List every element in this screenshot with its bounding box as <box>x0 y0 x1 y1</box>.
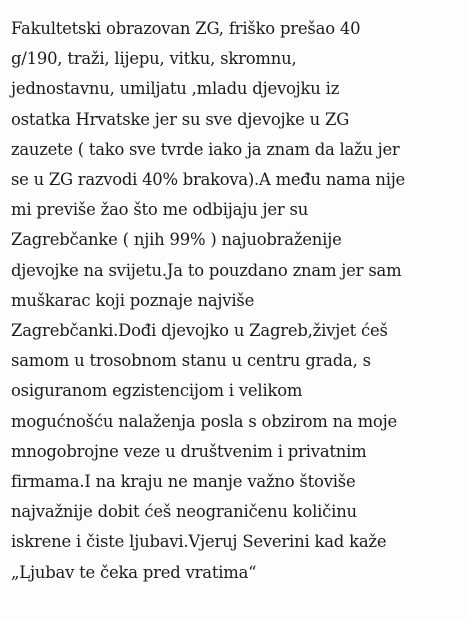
post-line: mogućnošću nalaženja posla s obzirom na moje <box>11 411 397 431</box>
post-line: zauzete ( tako sve tvrde iako ja znam da lažu jer <box>11 139 400 159</box>
post-line: Zagrebčanki.Dođi djevojko u Zagreb,živjet ćeš <box>11 321 388 341</box>
post-line: Zagrebčanke ( njih 99% ) najuobraženije <box>11 230 342 250</box>
post-line: ostatka Hrvatske jer su sve djevojke u ZG <box>11 109 350 129</box>
post-line: osiguranom egzistencijom i velikom <box>11 381 303 401</box>
post-line: Fakultetski obrazovan ZG, friško prešao 40 <box>11 19 361 38</box>
post-line: mnogobrojne veze u društvenim i privatnim <box>11 441 367 461</box>
post-line: iskrene i čiste ljubavi.Vjeruj Severini kad kaže <box>11 532 387 552</box>
post-line: muškarac koji poznaje najviše <box>11 290 255 310</box>
post-line: najvažnije dobit ćeš neograničenu količinu <box>11 502 357 522</box>
post-line: samom u trosobnom stanu u centru grada, s <box>11 351 371 371</box>
post-line: djevojke na svijetu.Ja to pouzdano znam jer sam <box>11 260 402 280</box>
post-line: g/190, traži, lijepu, vitku, skromnu, <box>11 49 297 69</box>
post-line: firmama.I na kraju ne manje važno štoviše <box>11 472 356 492</box>
post-line: „Ljubav te čeka pred vratima“ <box>11 562 257 582</box>
post-line: mi previše žao što me odbijaju jer su <box>11 200 309 220</box>
post-line: jednostavnu, umiljatu ,mladu djevojku iz <box>11 79 340 99</box>
post-line: se u ZG razvodi 40% brakova).A među nama nije <box>11 170 406 190</box>
